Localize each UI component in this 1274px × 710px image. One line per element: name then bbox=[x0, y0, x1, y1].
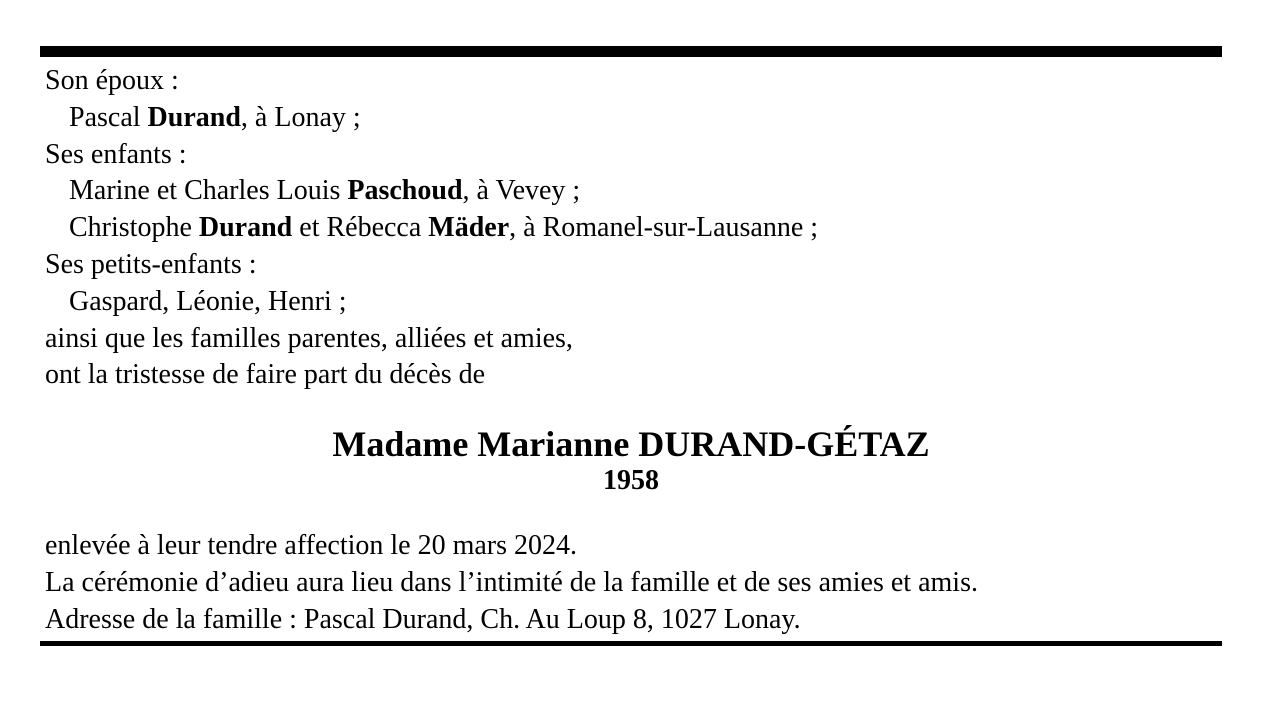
bottom-rule bbox=[40, 641, 1222, 646]
child-surname: Durand bbox=[198, 212, 293, 244]
top-rule bbox=[40, 46, 1222, 57]
announcement-line: ont la tristesse de faire part du décès de bbox=[45, 359, 486, 391]
deceased-name: Madame Marianne DURAND-GÉTAZ bbox=[332, 424, 930, 465]
spouse-line bbox=[45, 100, 1222, 137]
child-given-names: Marine et Charles Louis bbox=[69, 175, 341, 207]
child-line bbox=[45, 173, 1222, 210]
child-line bbox=[45, 210, 1222, 247]
obituary-notice bbox=[40, 46, 1222, 646]
deceased-block bbox=[40, 424, 1222, 498]
partner-surname: Mäder bbox=[428, 212, 510, 244]
child-surname: Paschoud bbox=[347, 175, 463, 207]
relatives-line: ainsi que les familles parentes, alliées et amies, bbox=[45, 322, 573, 354]
child-place: , à Vevey ; bbox=[462, 175, 581, 207]
deceased-birth-year: 1958 bbox=[603, 465, 659, 497]
child-given-name: Christophe bbox=[69, 212, 192, 244]
death-date-line: enlevée à leur tendre affection le 20 mars 2024. bbox=[45, 530, 578, 562]
partner-given-name: et Rébecca bbox=[299, 212, 422, 244]
grandchildren-line: Gaspard, Léonie, Henri ; bbox=[69, 285, 347, 317]
ceremony-line: La cérémonie d’adieu aura lieu dans l’intimité de la famille et de ses amies et amis. bbox=[45, 566, 978, 598]
spouse-given-name: Pascal bbox=[69, 101, 141, 133]
spouse-heading: Son époux : bbox=[45, 65, 179, 96]
child-place: , à Romanel-sur-Lausanne ; bbox=[509, 212, 819, 244]
notice-details bbox=[40, 528, 1222, 640]
grandchildren-heading: Ses petits-enfants : bbox=[45, 248, 257, 280]
children-heading: Ses enfants : bbox=[45, 138, 187, 170]
spouse-surname: Durand bbox=[147, 101, 241, 133]
spouse-place: , à Lonay ; bbox=[240, 101, 361, 133]
family-address-line: Adresse de la famille : Pascal Durand, Ch. Au Loup 8, 1027 Lonay. bbox=[45, 603, 801, 635]
family-list bbox=[40, 57, 1222, 394]
